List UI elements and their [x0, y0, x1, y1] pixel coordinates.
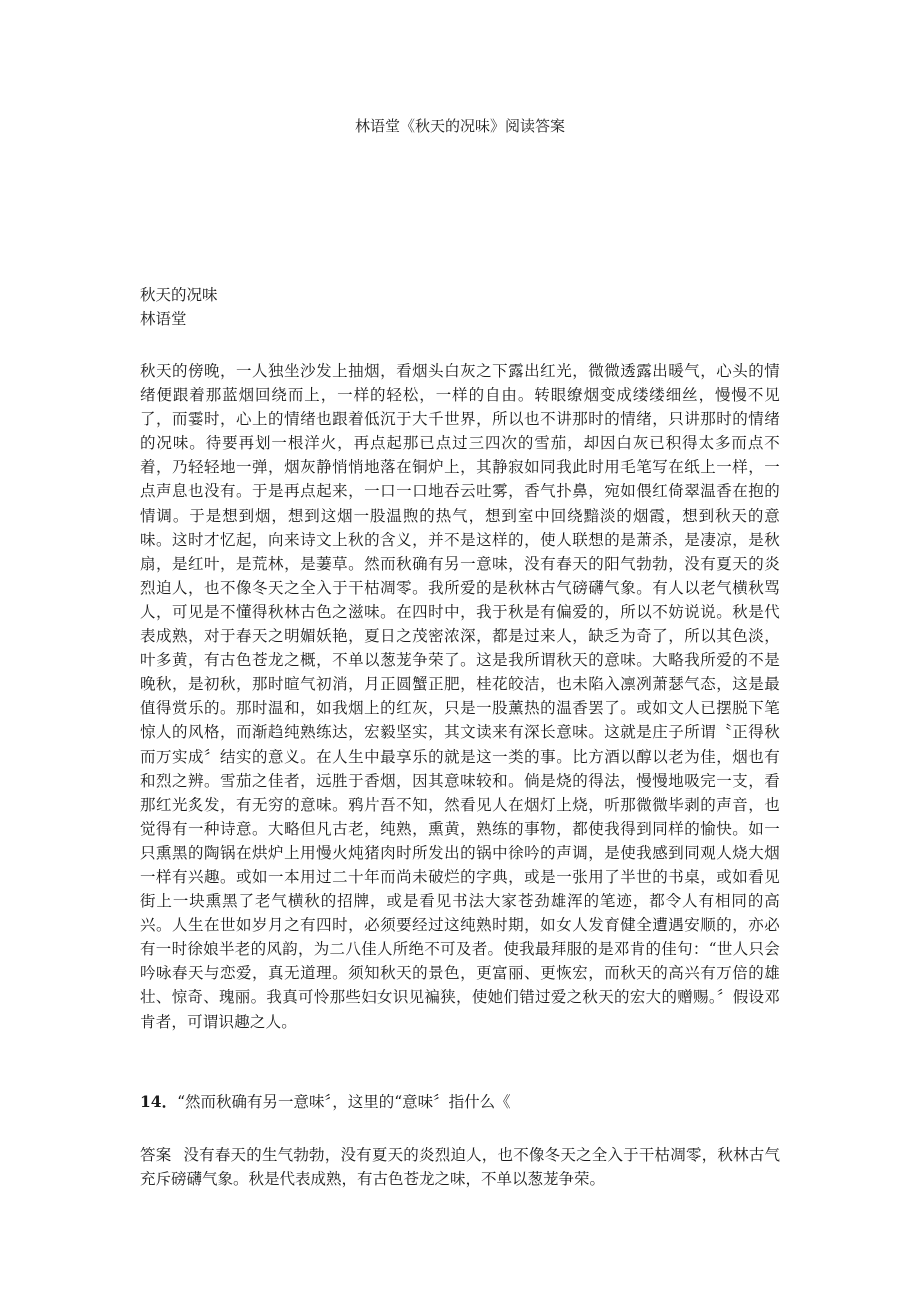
essay-title: 秋天的况味 — [140, 286, 218, 304]
question-text: “然而秋确有另一意味〞，这里的“意味〞指什么《 — [177, 1093, 511, 1111]
essay-body: 秋天的傍晚，一人独坐沙发上抽烟，看烟头白灰之下露出红光，微微透露出暖气，心头的情绪便跟着那蓝烟回绕而上，一样的轻松，一样的自由。转眼缭烟变成缕缕细丝，慢慢不见了，而霎时，心上的情绪也跟着低沉于大千世界，所以也不讲那时的情绪，只讲那时的情绪的况味。待要再划一根洋火，再点起那已点过三四次的雪茄，却因白灰已积得太多而点不着，乃轻轻地一弹，烟灰静悄悄地落在铜炉上，其静寂如同我此时用毛笔写在纸上一样，一点声息也没有。于是再点起来，一口一口地吞云吐雾，香气扑鼻，宛如偎红倚翠温香在抱的情调。于是想到烟，想到这烟一股温煦的热气，想到室中回绕黯淡的烟霞，想到秋天的意味。这时才忆起，向来诗文上秋的含义，并不是这样的，使人联想的是萧杀，是凄凉，是秋扇，是红叶，是荒林，是萋草。然而秋确有另一意味，没有春天的阳气勃勃，没有夏天的炎烈迫人，也不像冬天之全入于干枯凋零。我所爱的是秋林古气磅礴气象。有人以老气横秋骂人，可见是不懂得秋林古色之滋味。在四时中，我于秋是有偏爱的，所以不妨说说。秋是代表成熟，对于春天之明媚妖艳，夏日之茂密浓深，都是过来人，缺乏为奇了，所以其色淡，叶多黄，有古色苍龙之概，不单以葱茏争荣了。这是我所谓秋天的意味。大略我所爱的不是晚秋，是初秋，那时暄气初消，月正圆蟹正肥，桂花皎洁，也未陷入凛冽萧瑟气态，这是最值得赏乐的。那时温和，如我烟上的红灰，只是一股薰热的温香罢了。或如文人已摆脱下笔惊人的风格，而渐趋纯熟练达，宏毅坚实，其文读来有深长意味。这就是庄子所谓〝正得秋而万实成〞结实的意义。在人生中最享乐的就是这一类的事。比方酒以醇以老为佳，烟也有和烈之辨。雪茄之佳者，远胜于香烟，因其意味较和。倘是烧的得法，慢慢地吸完一支，看那红光炙发，有无穷的意味。鸦片吾不知，然看见人在烟灯上烧，听那微微毕剥的声音，也觉得有一种诗意。大略但凡古老，纯熟，熏黄，熟练的事物，都使我得到同样的愉快。如一只熏黑的陶锅在烘炉上用慢火炖猪肉时所发出的锅中徐吟的声调，是使我感到同观人烧大烟一样有兴趣。或如一本用过二十年而尚未破烂的字典，或是一张用了半世的书桌，或如看见街上一块熏黑了老气横秋的招牌，或是看见书法大家苍劲雄浑的笔迹，都令人有相同的高兴。人生在世如岁月之有四时，必须要经过这纯熟时期，如女人发育健全遭遇安顺的，亦必有一时徐娘半老的风韵，为二八佳人所绝不可及者。使我最拜服的是邓肯的佳句：“世人只会吟咏春天与恋爱，真无道理。须知秋天的景色，更富丽、更恢宏，而秋天的高兴有万倍的雄壮、惊奇、瑰丽。我真可怜那些妇女识见褊狭，使她们错过爱之秋天的宏大的赠赐。〞假设邓肯者，可谓识趣之人。 — [140, 362, 780, 1031]
answer-label: 答案 — [140, 1146, 172, 1164]
question — [140, 1090, 780, 1114]
essay-heading-block — [140, 283, 780, 331]
document-title: 林语堂《秋天的况味》阅读答案 — [354, 117, 565, 135]
question-number: 14． — [140, 1092, 178, 1111]
answer-text: 没有春天的生气勃勃，没有夏天的炎烈迫人，也不像冬天之全入于干枯凋零，秋林古气充斥磅礴气象。秋是代表成熟，有古色苍龙之味，不单以葱茏争荣。 — [140, 1146, 780, 1188]
answer — [140, 1143, 780, 1191]
essay-author: 林语堂 — [140, 310, 187, 328]
